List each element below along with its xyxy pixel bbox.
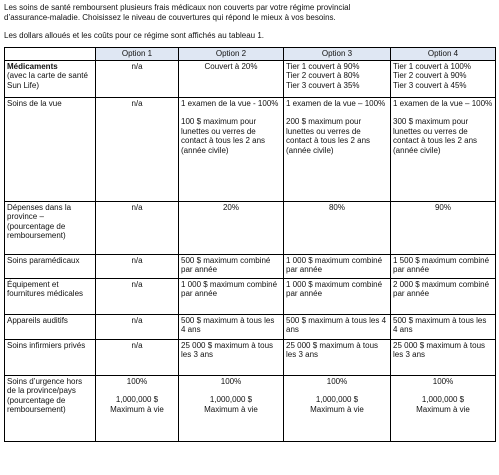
cell-option-2: 25 000 $ maximum à tous les 3 ans (179, 339, 284, 375)
header-row (5, 48, 496, 61)
row-label: Équipement et fournitures médicales (5, 278, 96, 314)
header-option-2: Option 2 (179, 48, 284, 61)
cell-option-1: n/a (96, 339, 179, 375)
cell-option-4: 2 000 $ maximum combiné par année (391, 278, 496, 314)
cell-option-3: 1 000 $ maximum combiné par année (284, 254, 391, 278)
coverage-table (4, 47, 496, 442)
tier-1: Tier 1 couvert à 100% (393, 61, 471, 71)
cell-option-1 (96, 375, 179, 441)
tier-3: Tier 3 couvert à 35% (286, 80, 360, 90)
row-paramedicaux (5, 254, 496, 278)
amount-text: 1,000,000 $ (421, 395, 465, 404)
note-text: Maximum à vie (416, 404, 470, 414)
exam-text: 1 examen de la vue - 100% (181, 98, 279, 108)
tier-2: Tier 2 couvert à 80% (286, 71, 360, 80)
row-label (5, 60, 96, 97)
tier-2: Tier 2 couvert à 90% (393, 71, 467, 80)
row-depenses (5, 201, 496, 254)
row-urgence (5, 375, 496, 441)
tier-3: Tier 3 couvert à 45% (393, 80, 467, 90)
intro-line-1: Les soins de santé remboursent plusieurs frais médicaux non couverts par votre régime provincial (4, 3, 351, 12)
header-corner (5, 48, 96, 61)
tier-1: Tier 1 couvert à 90% (286, 61, 360, 71)
cell-option-2 (179, 97, 284, 201)
cell-option-4: 90% (391, 201, 496, 254)
cell-option-1: n/a (96, 314, 179, 339)
glasses-text: 200 $ maximum pour lunettes ou verres de contact à tous les 2 ans (année civile) (286, 117, 371, 155)
cell-option-2: 20% (179, 201, 284, 254)
note-text: Maximum à vie (310, 404, 364, 414)
cell-option-2: Couvert à 20% (179, 60, 284, 97)
row-auditifs (5, 314, 496, 339)
exam-text: 1 examen de la vue – 100% (393, 98, 493, 108)
row-equipement (5, 278, 496, 314)
cell-option-4: 25 000 $ maximum à tous les 3 ans (391, 339, 496, 375)
note-text: Maximum à vie (110, 404, 164, 414)
amount-text: 1,000,000 $ (115, 395, 159, 404)
cell-option-4 (391, 60, 496, 97)
pct-text: 100% (326, 376, 348, 386)
cell-option-2: 500 $ maximum à tous les 4 ans (179, 314, 284, 339)
header-option-1: Option 1 (96, 48, 179, 61)
row-label: Dépenses dans la province – (pourcentage de remboursement) (5, 201, 96, 254)
cell-option-2: 500 $ maximum combiné par année (179, 254, 284, 278)
cell-option-4: 500 $ maximum à tous les 4 ans (391, 314, 496, 339)
row-label: Appareils auditifs (5, 314, 96, 339)
amount-text: 1,000,000 $ (209, 395, 253, 404)
row-infirmiers (5, 339, 496, 375)
pct-text: 100% (126, 376, 148, 386)
cell-option-3 (284, 97, 391, 201)
cell-option-1: n/a (96, 97, 179, 201)
cell-option-3 (284, 60, 391, 97)
cell-option-4 (391, 375, 496, 441)
cell-option-3: 80% (284, 201, 391, 254)
cell-option-2: 1 000 $ maximum combiné par année (179, 278, 284, 314)
note-text: Maximum à vie (204, 404, 258, 414)
cell-option-1: n/a (96, 60, 179, 97)
cell-option-4: 1 500 $ maximum combiné par année (391, 254, 496, 278)
row-label: Soins de la vue (5, 97, 96, 201)
label-rest: (avec la carte de santé Sun Life) (7, 71, 88, 90)
cell-option-3: 1 000 $ maximum combiné par année (284, 278, 391, 314)
row-label: Soins paramédicaux (5, 254, 96, 278)
cell-option-1: n/a (96, 254, 179, 278)
row-medicaments (5, 60, 496, 97)
cell-option-4 (391, 97, 496, 201)
header-option-3: Option 3 (284, 48, 391, 61)
cell-option-1: n/a (96, 278, 179, 314)
exam-text: 1 examen de la vue – 100% (286, 98, 386, 108)
cell-option-3: 500 $ maximum à tous les 4 ans (284, 314, 391, 339)
cell-option-1: n/a (96, 201, 179, 254)
row-soins-vue (5, 97, 496, 201)
intro-text (4, 3, 484, 41)
cell-option-3: 25 000 $ maximum à tous les 3 ans (284, 339, 391, 375)
intro-line-2: d’assurance-maladie. Choisissez le niveau de couvertures qui répond le mieux à vos besoins. (4, 12, 336, 22)
glasses-text: 100 $ maximum pour lunettes ou verres de contact à tous les 2 ans (année civile) (181, 117, 266, 155)
header-option-4: Option 4 (391, 48, 496, 61)
pct-text: 100% (220, 376, 242, 386)
intro-line-3: Les dollars alloués et les coûts pour ce régime sont affichés au tableau 1. (4, 31, 265, 40)
glasses-text: 300 $ maximum pour lunettes ou verres de contact à tous les 2 ans (année civile) (393, 117, 478, 155)
amount-text: 1,000,000 $ (315, 395, 359, 404)
row-label: Soins infirmiers privés (5, 339, 96, 375)
cell-option-2 (179, 375, 284, 441)
row-label: Soins d’urgence hors de la province/pays (pourcentage de remboursement) (5, 375, 96, 441)
pct-text: 100% (432, 376, 454, 386)
label-bold: Médicaments (7, 61, 58, 71)
cell-option-3 (284, 375, 391, 441)
